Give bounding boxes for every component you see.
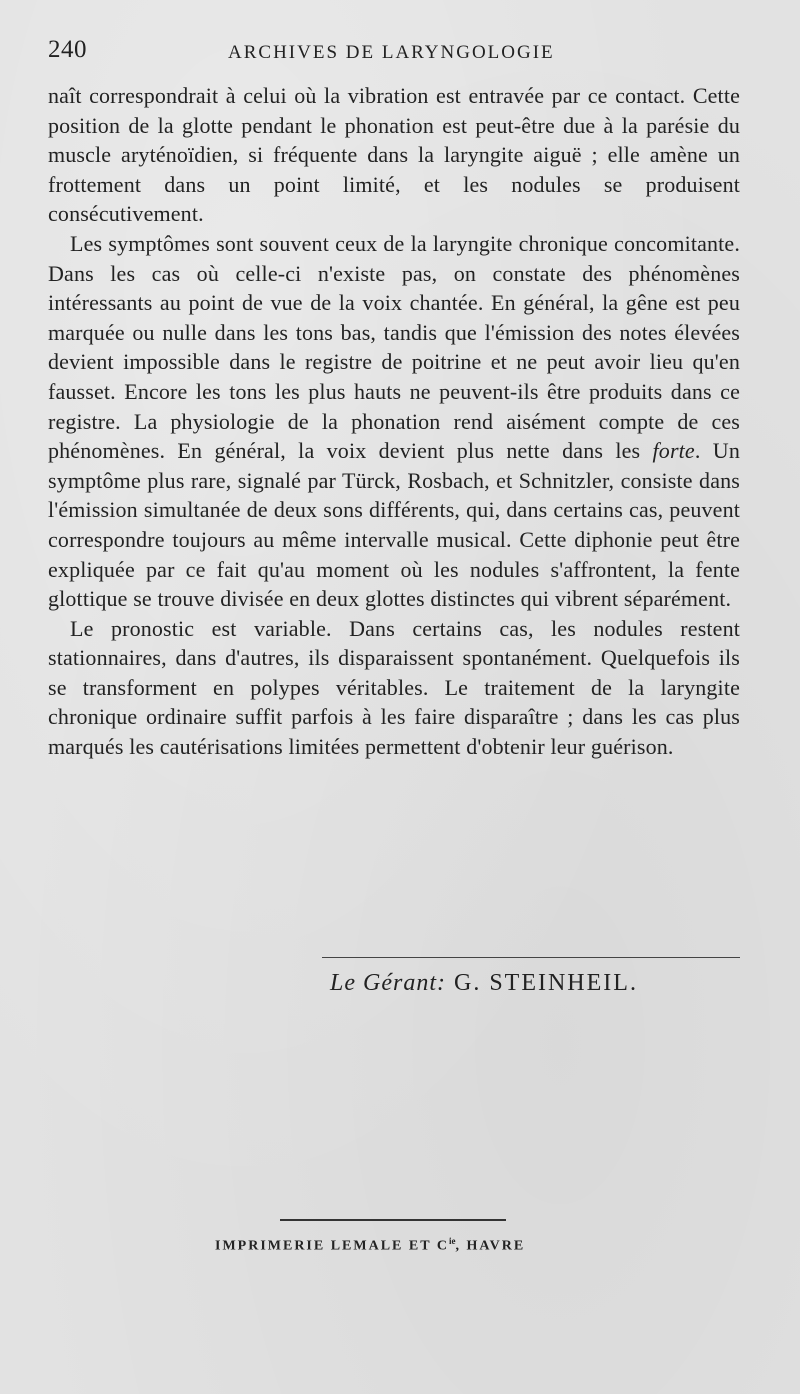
page-number: 240 (48, 36, 87, 63)
paragraph-prognosis: Le pronostic est variable. Dans certains cas, les nodules restent stationnaires, dans d'autres, ils disparaissent spontanément. Quelquefois ils se transforment en polypes véritables. Le traitement de la laryngite chronique ordinaire suffit parfois à les faire disparaître ; dans les cas plus marqués les cautérisations limitées permettent d'obtenir leur guérison. (48, 615, 740, 760)
signature-name: G. STEINHEIL. (453, 970, 638, 996)
imprint-divider (280, 1219, 506, 1221)
imprint-text: IMPRIMERIE LEMALE ET C (215, 1238, 449, 1254)
printer-imprint (215, 1236, 525, 1255)
imprint-city: , HAVRE (455, 1238, 526, 1254)
signature (330, 970, 638, 997)
imprint-superscript: ie (448, 1236, 456, 1246)
paragraph-symptoms-text-a: Les symptômes sont souvent ceux de la laryngite chronique concomitante. Dans les cas où celle-ci n'existe pas, on constate des phénomènes intéressants au point de vue de la voix chantée. En général, la gêne est peu marquée ou nulle dans les tons bas, tandis que l'émission des notes élevées devient impossible dans le registre de poitrine et ne peut avoir lieu qu'en fausset. Encore les tons les plus hauts ne peuvent-ils être produits dans ce registre. La physiologie de la phonation rend aisément compte de ces phénomènes. En général, la voix devient plus nette dans les (48, 230, 740, 464)
signature-label: Le Gérant: (330, 970, 446, 996)
paragraph-symptoms-text-b: . Un symptôme plus rare, signalé par Türck, Rosbach, et Schnitzler, consiste dans l'émission simultanée de deux sons différents, qui, dans certains cas, peuvent correspondre toujours au même intervalle musical. Cette diphonie peut être expliquée par ce fait qu'au moment où les nodules s'affrontent, la fente glottique se trouve divisée en deux glottes distinctes qui vibrent séparément. (48, 438, 740, 612)
running-head (48, 36, 752, 68)
signature-divider (322, 957, 740, 958)
italic-term-forte: forte (652, 438, 695, 464)
journal-title: ARCHIVES DE LARYNGOLOGIE (228, 42, 555, 63)
paragraph-symptoms (48, 229, 740, 614)
body-text (48, 81, 740, 762)
paragraph-continuation: naît correspondrait à celui où la vibration est entravée par ce contact. Cette position de la glotte pendant le phonation est peut-être due à la parésie du muscle aryténoïdien, si fréquente dans la laryngite aiguë ; elle amène un frottement dans un point limité, et les nodules se produisent consécutivement. (48, 83, 740, 227)
